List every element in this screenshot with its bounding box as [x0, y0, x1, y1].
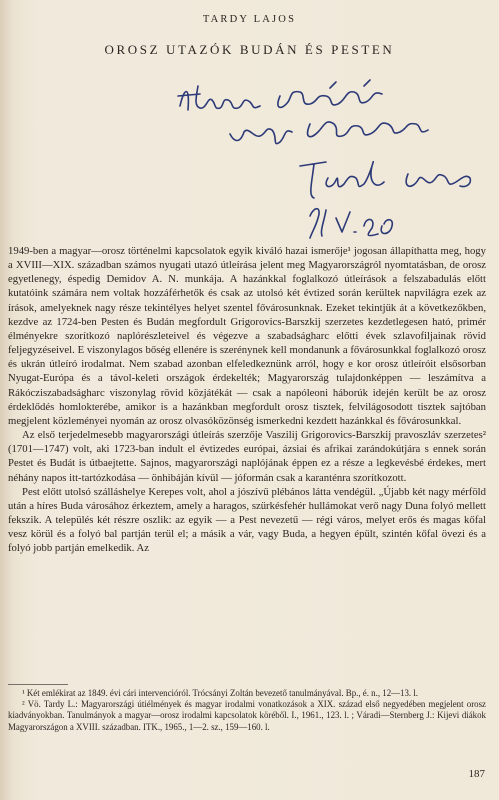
chapter-title: OROSZ UTAZÓK BUDÁN ÉS PESTEN [104, 42, 395, 57]
footnote: ¹ Két emlékirat az 1849. évi cári intervencióról. Trócsányi Zoltán bevezető tanulmányával. Bp., é. n., 12—13. l. [22, 688, 419, 698]
page-number: 187 [468, 768, 485, 780]
footnotes [8, 688, 486, 733]
footnote-separator [8, 684, 68, 685]
article-body [8, 244, 486, 555]
body-paragraph: Pest előtt utolsó szálláshelye Kerepes volt, ahol a jószívű plébános látta vendégül. „Újabb két nagy mérföld után a híres Buda városához érkeztem, amely a haragos, szürkésfehér hullámokat verő nagy Duna folyó mellett fekszik. A település két részre oszlik: az egyik — a Pest nevezetű — régi város, melyet erős és magas kőfal vesz körül és a folyó bal partján terül el; a másik a vár, vagy Buda, a hegyen épült, szintén kőfal övezi és a folyó jobb partján emelkedik. Az [8, 485, 486, 555]
handwritten-dedication-signature [150, 66, 480, 246]
signature-drawing [150, 66, 480, 246]
body-paragraph: Az első terjedelmesebb magyarországi útleírás szerzője Vaszilij Grigorovics-Barszkij pravoszláv szerzetes² (1701—1747) volt, aki 1723-ban indult el évtizedes európai, ázsiai és afrikai zarándokútjára s ennek során Pestet és Budát is útbaejtette. Sajnos, magyarországi naplójának éppen ez a része a legkevésbé érdekes, mert néhány napos itt-tartózkodása — önhibáján kívül — jóformán csak a karanténra szorítkozott. [8, 429, 486, 484]
footnote: ² Vö. Tardy L.: Magyarországi útiélmények és magyar irodalmi vonatkozások a XIX. század első negyedében megjelent orosz kiadványokban. Tanulmányok a magyar—orosz irodalmi kapcsolatok köréből. I., 1961., 123. l. ; Váradi—Sternberg J.: Kijevi diákok Magyarországon a XVIII. században. ITK., 1965., 1—2. sz., 159—160. l. [8, 699, 486, 732]
running-header-author: TARDY LAJOS [202, 14, 297, 25]
body-paragraph: 1949-ben a magyar—orosz történelmi kapcsolatok egyik kiváló hazai ismerője¹ jogosan állapíthatta meg, hogy a XVIII—XIX. században számos nyugati utazó útleírása jelent meg Magyarországról nyomtatásban, de orosz egyetlenegy, éspedig Demidov A. N. munkája. A hazánkkal foglalkozó útleírások a felszabadulás előtt kutatóink számára nem voltak hozzáférhetők és csak az utolsó két évtized során kerültek napvilágra ezek az írások, amelyeknek nagy része tekintélyes helyet szentel fővárosunknak. Ezeket tekintjük át a következőkben, kezdve az 1724-ben Pesten és Budán megfordult Grigorovics-Barszkij szerzetes kezdetlegesen ható, primér élményekre szorítkozó naplórészleteivel és végezve a szabadságharc előtti évek szlavofiljainak rövid feljegyzéseivel. E viszonylagos bőség ellenére is szerénynek kell mondanunk a fővárosunkkal foglalkozó orosz és ukrán útleíró irodalmat. Nem szabad azonban elfeledkeznünk arról, hogy e kor orosz útleíróit elsősorban Nyugat-Európa és a távol-keleti országok érdekelték; Magyarország tulajdonképpen — leszámítva a Rákócziszabadságharc viszonylag rövid közjátékát — csak a napóleoni háborúk idején került be az orosz érdeklődés homlokterébe, amikor is a hazánkban megfordult orosz tisztek, felvilágosodott tisztek sajtóban megjelent közleményei nyomán az orosz olvasóközönség ismerkedni kezdett hazánkkal és fővárosunkkal. [8, 245, 486, 427]
